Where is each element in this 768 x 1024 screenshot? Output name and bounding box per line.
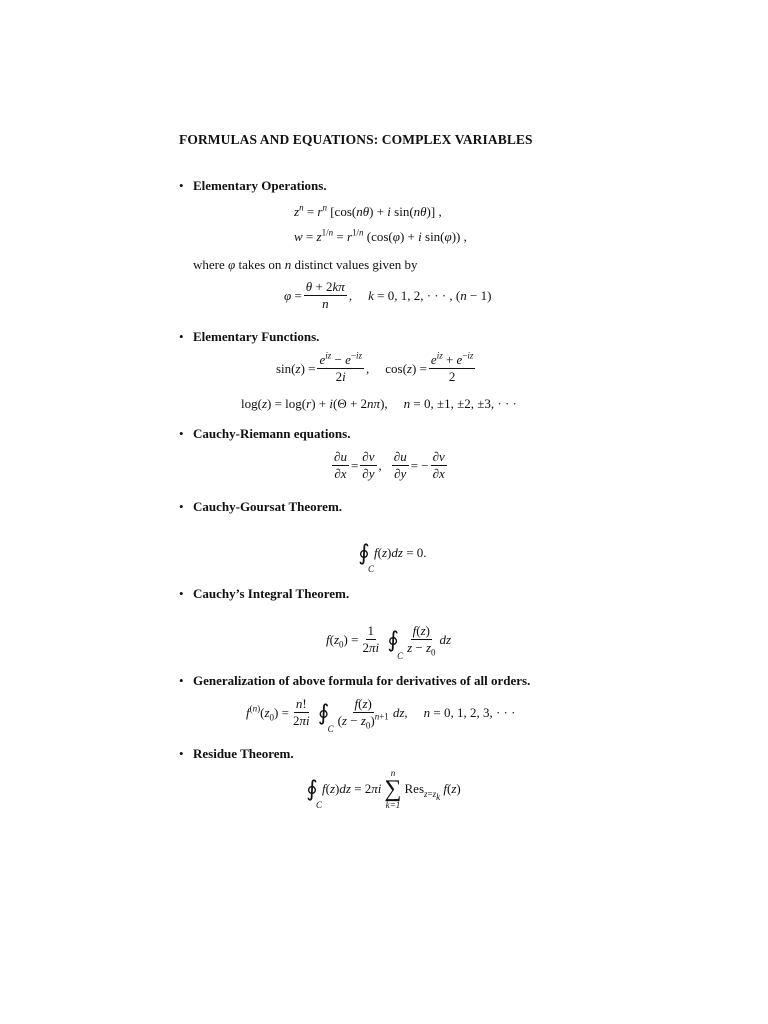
section-heading-cauchy-riemann xyxy=(179,426,350,442)
bullet: • xyxy=(179,586,184,601)
equation-cauchy-goursat: ∮ C f(z)dz = 0. xyxy=(358,540,427,574)
section-heading-elementary-functions xyxy=(179,329,319,345)
section-title: Elementary Functions. xyxy=(193,329,320,344)
section-heading-cauchy-goursat xyxy=(179,499,342,515)
equation-cauchy-riemann: $\frac{\partial u}{\partial x}$ = $\frac{\partial v}{\partial y}$ , $\frac{\partial u}{\partial y}$ = − $\frac{\partial v}{\partial x}$ xyxy=(334,449,445,481)
equation-residue: ∮ C f(z)dz = 2πi n ∑ k=1 Res$_{z=z_k}$ f(z) xyxy=(306,768,461,810)
bullet: • xyxy=(179,746,184,761)
section-title: Generalization of above formula for derivatives of all orders. xyxy=(193,673,531,688)
section-title: Cauchy-Goursat Theorem. xyxy=(193,499,343,514)
equation-phi-values: φ = $\frac{\theta + 2k\pi}{n}$ , k = 0, 1, 2, · · · , (n − 1) xyxy=(284,279,492,311)
bullet: • xyxy=(179,673,184,688)
bullet: • xyxy=(179,178,184,193)
section-title: Residue Theorem. xyxy=(193,746,294,761)
section-heading-elementary-operations xyxy=(179,178,327,194)
page-title: FORMULAS AND EQUATIONS: COMPLEX VARIABLES xyxy=(179,132,533,147)
section-title: Cauchy’s Integral Theorem. xyxy=(193,586,350,601)
where-phi-text: where φ takes on n distinct values given by xyxy=(193,257,418,272)
section-title: Elementary Operations. xyxy=(193,178,327,193)
equation-sin-cos: sin(z) = $\frac{e^{iz} - e^{-iz}}{2i}$ , cos(z) = $\frac{e^{iz} + e^{-iz}}{2}$ xyxy=(276,350,474,384)
bullet: • xyxy=(179,499,184,514)
section-heading-generalization xyxy=(179,673,530,689)
section-title: Cauchy-Riemann equations. xyxy=(193,426,351,441)
equation-nth-root: $w = z^{1/n} = r^{1/n}$ (cos(φ) + i sin(φ)) , xyxy=(294,227,467,244)
section-heading-residue xyxy=(179,746,294,762)
equation-cauchy-integral: $f(z_0)$ = $\frac{1}{2\pi i}$ ∮ C $\frac{f(z)}{z - z_0}$ dz xyxy=(326,623,452,661)
section-heading-cauchy-integral xyxy=(179,586,349,602)
equation-derivatives: $f^{(n)}(z_0)$ = $\frac{n!}{2\pi i}$ ∮ C $\frac{f(z)}{(z - z_0)^{n+1}}$ dz, n = 0, 1, 2, 3, · · · xyxy=(246,696,516,734)
bullet: • xyxy=(179,426,184,441)
equation-de-moivre: $z^n = r^n$ [cos(nθ) + i sin(nθ)] , xyxy=(294,202,442,219)
equation-log: log(z) = log(r) + i(Θ + 2nπ), n = 0, ±1, ±2, ±3, · · · xyxy=(241,396,517,411)
bullet: • xyxy=(179,329,184,344)
